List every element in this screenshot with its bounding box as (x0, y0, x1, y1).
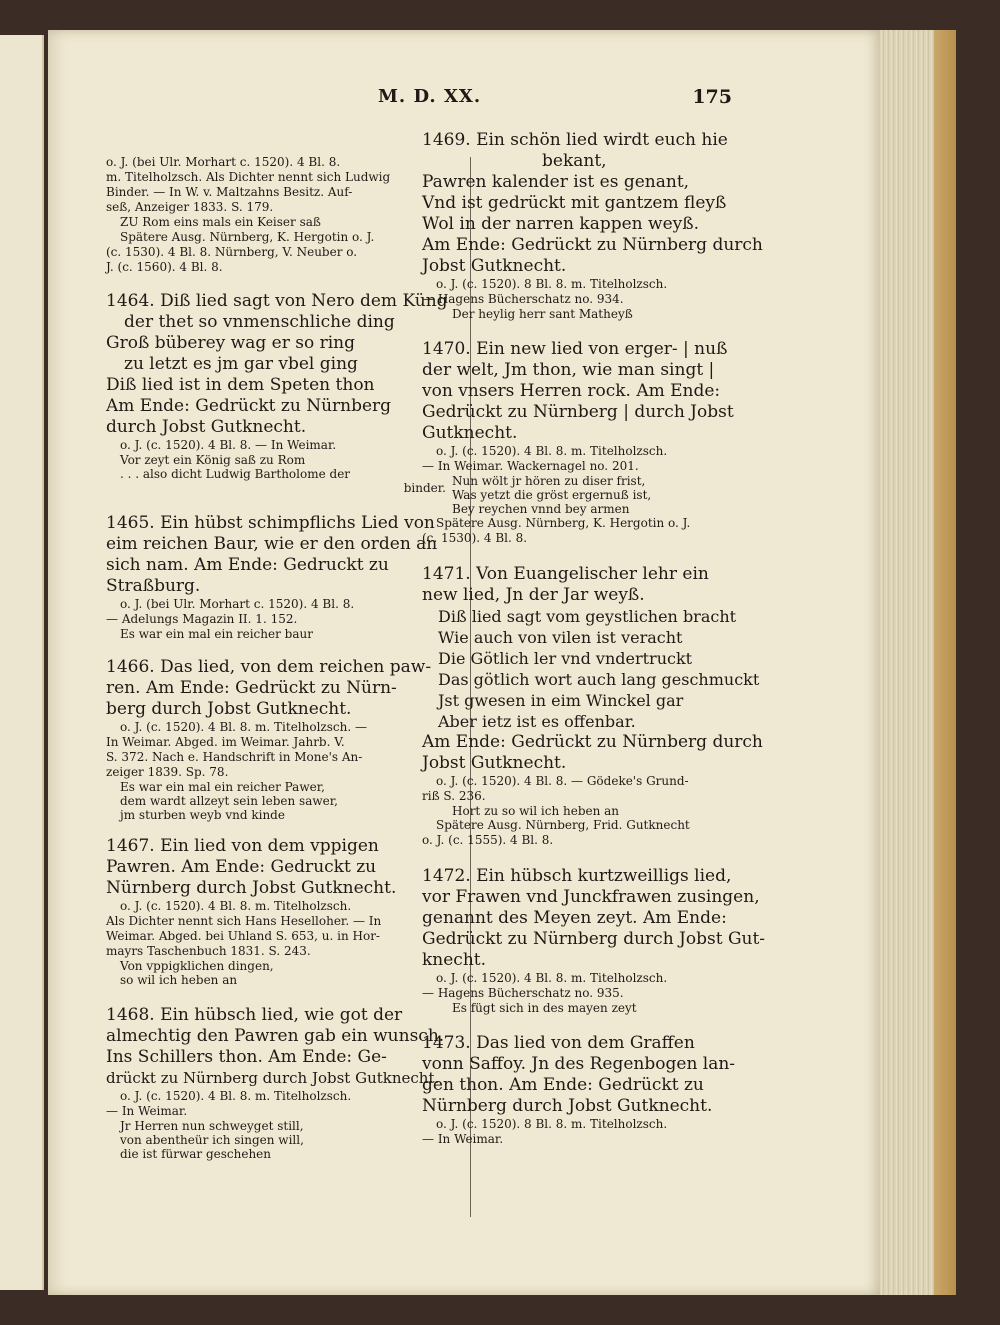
bibliography: Spätere Ausg. Nürnberg, Frid. Gutknecht (436, 818, 690, 832)
bibliography: riß S. 236. (422, 789, 486, 803)
bibliography: In Weimar. Abged. im Weimar. Jahrb. V. (106, 735, 345, 749)
entry-title-line: 1468. Ein hübsch lied, wie got der (106, 1005, 403, 1025)
incipit-line: . . . also dicht Ludwig Bartholome der (120, 467, 351, 481)
text-line: der welt, Jm thon, wie man singt | (422, 360, 715, 380)
entry-title-line: 1464. Diß lied sagt von Nero dem Küng (106, 291, 448, 311)
book-edge (934, 30, 956, 1295)
text-line: eim reichen Baur, wie er den orden an (106, 534, 438, 554)
verse-line: zu letzt es jm gar vbel ging (124, 354, 358, 374)
incipit-line: Nun wölt jr hören zu diser frist, (452, 474, 646, 488)
bibliography: o. J. (c. 1520). 4 Bl. 8. m. Titelholzsch. (436, 971, 668, 985)
entry-title-line: 1472. Ein hübsch kurtzweilligs lied, (422, 866, 732, 886)
incipit-line: Von vppigklichen dingen, (120, 959, 274, 973)
bibliography: S. 372. Nach e. Handschrift in Mone's An- (106, 750, 363, 764)
text-line: ren. Am Ende: Gedrückt zu Nürn- (106, 678, 397, 698)
entry-title-line: 1470. Ein new lied von erger- | nuß (422, 339, 728, 359)
page-header (48, 82, 880, 112)
entry-title-line: 1471. Von Euangelischer lehr ein (422, 564, 709, 584)
left-column (106, 155, 466, 1161)
verse-line: Wie auch von vilen ist veracht (438, 628, 683, 647)
incipit-line: Es war ein mal ein reicher Pawer, (120, 780, 325, 794)
bibliography: o. J. (c. 1520). 4 Bl. 8. m. Titelholzsch. — (120, 720, 367, 734)
text-line: o. J. (bei Ulr. Morhart c. 1520). 4 Bl. 8. (106, 155, 341, 169)
bibliography: Als Dichter nennt sich Hans Heselloher. — In (106, 914, 382, 928)
entry-1467 (106, 836, 466, 987)
text-line: berg durch Jobst Gutknecht. (106, 699, 352, 719)
entry-1465 (106, 513, 466, 641)
verse-line: Diß lied sagt vom geystlichen bracht (438, 607, 737, 626)
text-line: Am Ende: Gedrückt zu Nürnberg durch (422, 235, 763, 255)
bibliography: — Hagens Bücherschatz no. 934. (422, 292, 624, 306)
incipit-line: Jr Herren nun schweyget still, (120, 1119, 304, 1133)
entry-title-line: 1465. Ein hübst schimpflichs Lied von (106, 513, 435, 533)
text-line: vor Frawen vnd Junckfrawen zusingen, (422, 887, 760, 907)
incipit-line: Hort zu so wil ich heben an (452, 804, 620, 818)
entry-title-line: 1473. Das lied von dem Graffen (422, 1033, 695, 1053)
text-line: Gedrückt zu Nürnberg | durch Jobst (422, 402, 734, 422)
text-line: m. Titelholzsch. Als Dichter nennt sich Ludwig (106, 170, 391, 184)
book-page (48, 30, 880, 1295)
bibliography: — Hagens Bücherschatz no. 935. (422, 986, 624, 1000)
bibliography: — In Weimar. (106, 1104, 188, 1118)
bibliography: — Adelungs Magazin II. 1. 152. (106, 612, 298, 626)
text-line: Gutknecht. (422, 423, 518, 443)
entry-1472 (422, 866, 790, 1015)
running-title: M. D. XX. (378, 86, 482, 107)
bibliography: zeiger 1839. Sp. 78. (106, 765, 229, 779)
incipit-line: binder. (403, 481, 446, 495)
text-line: Am Ende: Gedrückt zu Nürnberg durch (422, 732, 763, 752)
incipit-line: Es war ein mal ein reicher baur (120, 627, 313, 641)
verse-line: Die Götlich ler vnd vndertruckt (438, 649, 693, 668)
verse-line: Diß lied ist in dem Speten thon (106, 375, 375, 395)
text-line: Spätere Ausg. Nürnberg, K. Hergotin o. J. (120, 230, 375, 244)
verse-line: Vnd ist gedrückt mit gantzem fleyß (422, 193, 727, 213)
continuation-entry (106, 155, 466, 275)
text-line: almechtig den Pawren gab ein wunsch. (106, 1026, 445, 1046)
text-line: J. (c. 1560). 4 Bl. 8. (106, 260, 223, 274)
text-line: durch Jobst Gutknecht. (106, 417, 307, 437)
bibliography: — In Weimar. (422, 1132, 504, 1146)
verse-line: Jst gwesen in eim Winckel gar (438, 691, 684, 710)
incipit-line: die ist fürwar geschehen (120, 1147, 272, 1161)
verse-line: Aber ietz ist es offenbar. (438, 712, 636, 731)
incipit-line: Der heylig herr sant Matheyß (452, 307, 633, 321)
incipit-line: dem wardt allzeyt sein leben sawer, (120, 794, 338, 808)
bibliography: o. J. (bei Ulr. Morhart c. 1520). 4 Bl. 8. (120, 597, 355, 611)
bibliography: o. J. (c. 1520). 4 Bl. 8. m. Titelholzsch. (120, 1089, 352, 1103)
text-line: drückt zu Nürnberg durch Jobst Gutknecht. (106, 1069, 440, 1087)
entry-1470 (422, 339, 790, 546)
entry-title-line: 1467. Ein lied von dem vppigen (106, 836, 379, 856)
verse-line: der thet so vnmenschliche ding (124, 312, 395, 332)
incipit-line: Vor zeyt ein König saß zu Rom (120, 453, 306, 467)
text-line: von vnsers Herren rock. Am Ende: (422, 381, 721, 401)
bibliography: o. J. (c. 1520). 4 Bl. 8. — Gödeke's Grund- (436, 774, 689, 788)
text-line: Pawren. Am Ende: Gedruckt zu (106, 857, 377, 877)
text-line: Am Ende: Gedrückt zu Nürnberg (106, 396, 392, 416)
text-line: Nürnberg durch Jobst Gutknecht. (106, 878, 397, 898)
bibliography: o. J. (c. 1555). 4 Bl. 8. (422, 833, 554, 847)
incipit-line: ZU Rom eins mals ein Keiser saß (120, 215, 321, 229)
text-line: gen thon. Am Ende: Gedrückt zu (422, 1075, 704, 1095)
text-line: Nürnberg durch Jobst Gutknecht. (422, 1096, 713, 1116)
text-line: sich nam. Am Ende: Gedruckt zu (106, 555, 389, 575)
bibliography: — In Weimar. Wackernagel no. 201. (422, 459, 639, 473)
incipit-line: so wil ich heben an (120, 973, 238, 987)
left-page-edge (0, 35, 44, 1290)
incipit-line: Was yetzt die gröst ergernuß ist, (452, 488, 652, 502)
text-line: genannt des Meyen zeyt. Am Ende: (422, 908, 727, 928)
text-line: vonn Saffoy. Jn des Regenbogen lan- (422, 1054, 736, 1074)
text-line: (c. 1530). 4 Bl. 8. Nürnberg, V. Neuber o. (106, 245, 358, 259)
text-line: Gedrückt zu Nürnberg durch Jobst Gut- (422, 929, 766, 949)
incipit-line: Es fügt sich in des mayen zeyt (452, 1001, 637, 1015)
bibliography: o. J. (c. 1520). 8 Bl. 8. m. Titelholzsch. (436, 1117, 668, 1131)
verse-line: Groß büberey wag er so ring (106, 333, 355, 353)
bibliography: o. J. (c. 1520). 4 Bl. 8. m. Titelholzsch. (436, 444, 668, 458)
entry-1466 (106, 657, 466, 822)
text-line: Jobst Gutknecht. (422, 753, 567, 773)
entry-1469 (422, 130, 790, 321)
bibliography: mayrs Taschenbuch 1831. S. 243. (106, 944, 311, 958)
bibliography: o. J. (c. 1520). 8 Bl. 8. m. Titelholzsch. (436, 277, 668, 291)
text-line: Jobst Gutknecht. (422, 256, 567, 276)
verse-line: Wol in der narren kappen weyß. (422, 214, 699, 234)
bibliography: Weimar. Abged. bei Uhland S. 653, u. in Hor- (106, 929, 380, 943)
text-line: Ins Schillers thon. Am Ende: Ge- (106, 1047, 387, 1067)
entry-1471 (422, 564, 790, 848)
text-line: knecht. (422, 950, 487, 970)
verse-line: Das götlich wort auch lang geschmuckt (438, 670, 760, 689)
entry-1468 (106, 1005, 466, 1161)
bibliography: Spätere Ausg. Nürnberg, K. Hergotin o. J. (436, 516, 691, 530)
bibliography: (c. 1530). 4 Bl. 8. (422, 531, 528, 545)
bibliography: o. J. (c. 1520). 4 Bl. 8. — In Weimar. (120, 438, 337, 452)
incipit-line: von abentheür ich singen will, (120, 1133, 304, 1147)
entry-title-line: 1469. Ein schön lied wirdt euch hie (422, 130, 728, 150)
text-line: Straßburg. (106, 576, 201, 596)
bibliography: o. J. (c. 1520). 4 Bl. 8. m. Titelholzsch. (120, 899, 352, 913)
verse-line: Pawren kalender ist es genant, (422, 172, 690, 192)
right-column (422, 130, 790, 1147)
page-number: 175 (692, 86, 732, 108)
entry-1464 (106, 291, 466, 495)
verse-line: bekant, (542, 151, 607, 171)
text-line: Binder. — In W. v. Maltzahns Besitz. Auf- (106, 185, 353, 199)
incipit-line: jm sturben weyb vnd kinde (120, 808, 285, 822)
entry-title-line: 1466. Das lied, von dem reichen paw- (106, 657, 432, 677)
text-line: seß, Anzeiger 1833. S. 179. (106, 200, 274, 214)
text-line: new lied, Jn der Jar weyß. (422, 585, 645, 605)
incipit-line: Bey reychen vnnd bey armen (452, 502, 630, 516)
entry-1473 (422, 1033, 790, 1147)
